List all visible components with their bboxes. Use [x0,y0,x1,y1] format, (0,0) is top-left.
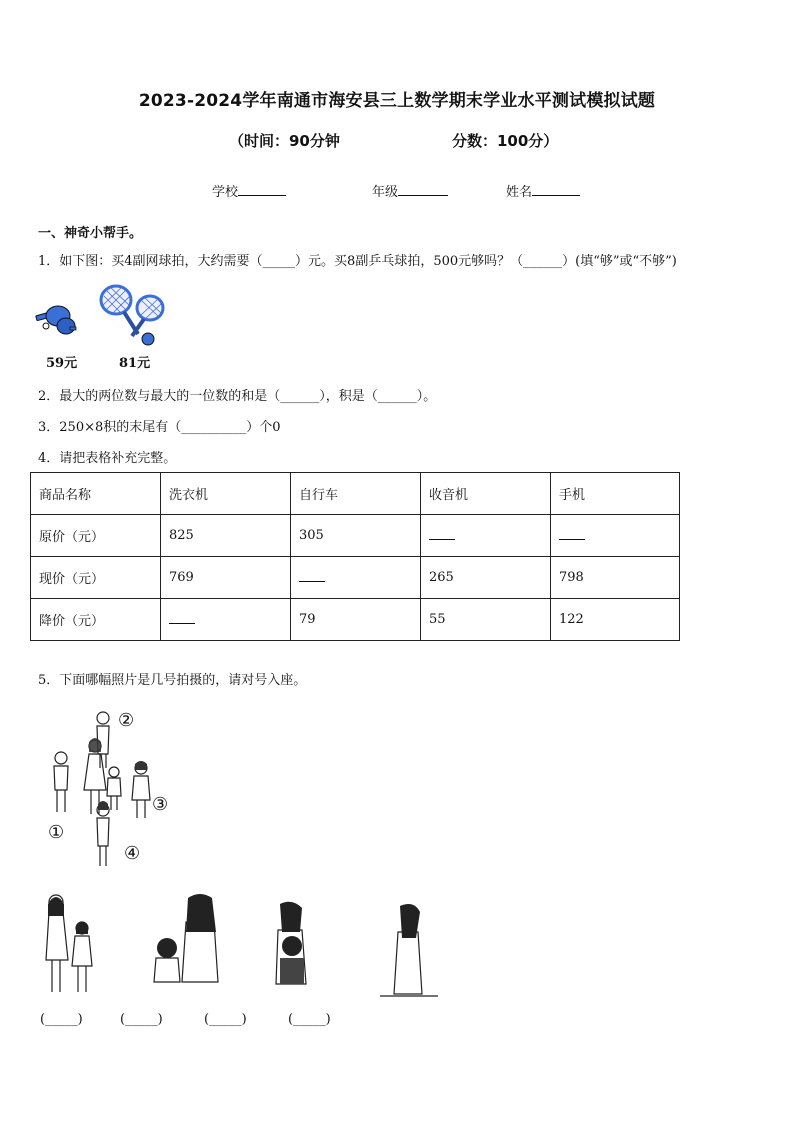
table-cell: 265 [421,557,551,599]
school-label: 学校 [212,185,239,200]
question-2: 2．最大的两位数与最大的一位数的和是（______），积是（______）。 [38,389,437,404]
answer-blank[interactable] [559,527,585,540]
question-4: 4．请把表格补充完整。 [38,451,177,466]
row-label: 原价（元） [31,515,161,557]
photo-3-illustration [272,900,312,986]
table-cell-blank[interactable] [421,515,551,557]
page-title: 2023-2024学年南通市海安县三上数学期末学业水平测试模拟试题 [138,91,656,111]
table-header-cell: 洗衣机 [161,473,291,515]
tennis-price: 81元 [119,356,151,371]
pingpong-price: 59元 [46,356,78,371]
pingpong-paddles-icon [34,300,78,342]
photo-1-illustration [40,890,104,998]
photo-4-illustration [380,902,440,998]
table-cell: 769 [161,557,291,599]
name-label: 姓名 [506,185,533,200]
row-label: 现价（元） [31,557,161,599]
table-cell: 122 [551,599,680,641]
table-header-cell: 收音机 [421,473,551,515]
section-heading: 一、神奇小帮手。 [38,226,143,241]
price-table [30,472,680,641]
table-row [31,515,680,557]
grade-blank[interactable] [398,183,448,196]
table-cell: 55 [421,599,551,641]
marker-3: ③ [152,794,169,815]
answer-blank[interactable] [429,527,455,540]
table-cell: 825 [161,515,291,557]
table-cell-blank[interactable] [161,599,291,641]
table-cell: 798 [551,557,680,599]
table-header-row [31,473,680,515]
photo-4-answer[interactable]: (_____) [288,1012,331,1027]
table-row [31,557,680,599]
answer-blank[interactable] [299,569,325,582]
table-header-cell: 商品名称 [31,473,161,515]
photo-3-answer[interactable]: (_____) [204,1012,247,1027]
grade-label: 年级 [372,185,399,200]
marker-1: ① [48,822,65,843]
photo-2-illustration [150,892,224,984]
marker-2: ② [118,710,135,731]
row-label: 降价（元） [31,599,161,641]
table-row [31,599,680,641]
marker-4: ④ [124,843,141,864]
question-5: 5．下面哪幅照片是几号拍摄的，请对号入座。 [38,673,307,688]
name-field[interactable] [506,181,580,200]
question-3: 3．250×8积的末尾有（__________）个0 [38,420,281,435]
table-header-cell: 自行车 [291,473,421,515]
exam-time: （时间：90分钟 [229,132,340,150]
school-blank[interactable] [238,183,286,196]
grade-field[interactable] [372,181,448,200]
tennis-rackets-icon [98,284,170,348]
photo-2-answer[interactable]: (_____) [120,1012,163,1027]
group-scene-illustration [40,706,180,872]
school-field[interactable] [212,181,286,200]
table-cell: 79 [291,599,421,641]
table-header-cell: 手机 [551,473,680,515]
exam-score: 分数：100分） [452,132,559,150]
answer-blank[interactable] [169,611,195,624]
table-cell-blank[interactable] [291,557,421,599]
photo-1-answer[interactable]: (_____) [40,1012,83,1027]
name-blank[interactable] [532,183,580,196]
question-1: 1．如下图：买4副网球拍，大约需要（_____）元。买8副乒乓球拍，500元够吗？（______）(填“够”或“不够”) [38,254,677,269]
table-cell-blank[interactable] [551,515,680,557]
table-cell: 305 [291,515,421,557]
